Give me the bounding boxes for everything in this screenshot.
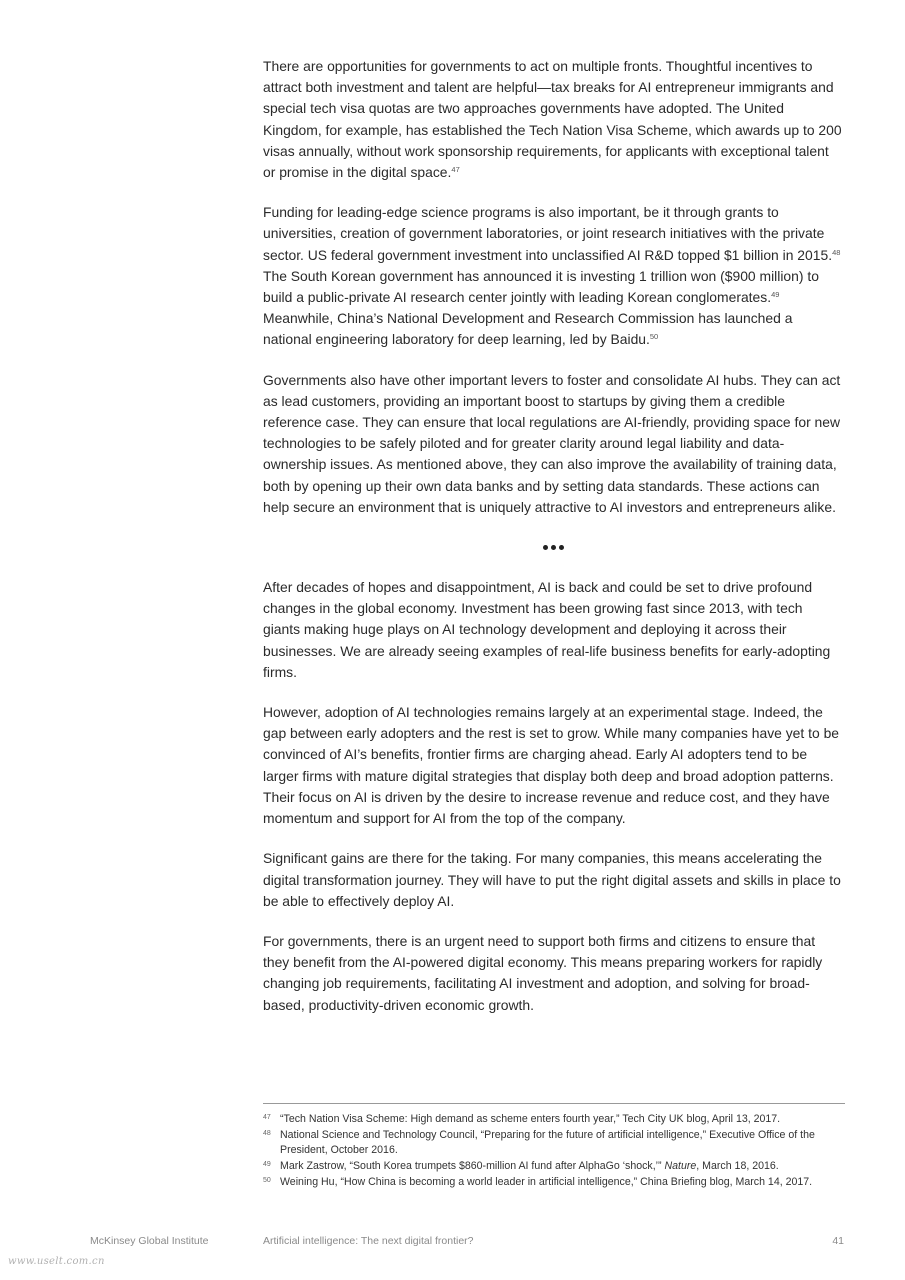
journal-name: Nature — [664, 1160, 697, 1173]
watermark: www.uselt.com.cn — [8, 1256, 105, 1267]
footnote-text: “Tech Nation Visa Scheme: High demand as scheme enters fourth year,” Tech City UK blog, April 13, 2017. — [280, 1113, 781, 1125]
footnote-number: 50 — [263, 1177, 271, 1185]
footnote-number: 47 — [263, 1114, 271, 1121]
footer-report-title: Artificial intelligence: The next digital frontier? — [263, 1235, 474, 1247]
footer-publisher: McKinsey Global Institute — [90, 1235, 209, 1247]
footnote-ref-48[interactable]: 48 — [832, 247, 841, 257]
footnote-number: 49 — [263, 1161, 271, 1169]
footnote-49 — [263, 1159, 845, 1174]
footnote-ref-50[interactable]: 50 — [649, 332, 659, 342]
footnotes — [263, 1112, 845, 1191]
footnote-divider — [263, 1103, 845, 1104]
page-number: 41 — [832, 1235, 844, 1247]
paragraph-conclusion-adoption: However, adoption of AI technologies remains largely at an experimental stage. Indeed, the gap between early adopters and the rest is set to grow. While many companies have yet to be convinced of AI’s benefits, frontier firms are charging ahead. Early AI adopters tend to be larger firms with mature digital strategies that display both deep and broad adoption patterns. Their focus on AI is driven by the desire to increase revenue and reduce cost, and they have momentum and support for AI from the top of the company. — [263, 704, 840, 827]
footnote-ref-47[interactable]: 47 — [451, 165, 460, 175]
footnote-50 — [263, 1175, 845, 1190]
footnote-number: 48 — [263, 1129, 271, 1137]
footnote-text: Mark Zastrow, “South Korea trumpets $860-million AI fund after AlphaGo ‘shock,’” Nature, March 18, 2016. — [280, 1160, 779, 1173]
paragraph-government-incentives: There are opportunities for governments to act on multiple fronts. Thoughtful incentives to attract both investment and talent are helpful—tax breaks for AI entrepreneur immigrants and special tech visa quotas are two approaches governments have adopted. The United Kingdom, for example, has established the Tech Nation Visa Scheme, which awards up to 200 visas annually, without work sponsorship requirements, for applicants with exceptional talent or promise in the digital space.$^{47}$ — [263, 58, 842, 181]
paragraph-conclusion-gains: Significant gains are there for the taking. For many companies, this means accelerating the digital transformation journey. They will have to put the right digital assets and skills in place to be able to effectively deploy AI. — [263, 850, 841, 909]
body-content — [263, 56, 843, 1035]
footnote-text: National Science and Technology Council, “Preparing for the future of artificial intelligence,” Executive Office of the President, October 2016. — [280, 1128, 815, 1157]
paragraph-other-levers: Governments also have other important levers to foster and consolidate AI hubs. They can act as lead customers, providing an important boost to startups by giving them a credible reference case. They can ensure that local regulations are AI-friendly, providing space for new technologies to be safely piloted and for greater clarity around legal liability and data-ownership issues. As mentioned above, they can also improve the availability of training data, both by opening up their own data banks and by setting data standards. These actions can help secure an environment that is uniquely attractive to AI investors and entrepreneurs alike. — [263, 371, 841, 515]
footnote-47 — [263, 1112, 845, 1127]
footnote-text: Weining Hu, “How China is becoming a world leader in artificial intelligence,” China Briefing blog, March 14, 2017. — [280, 1176, 813, 1189]
section-divider-dots — [263, 537, 843, 555]
paragraph-conclusion-governments: For governments, there is an urgent need to support both firms and citizens to ensure that they benefit from the AI-powered digital economy. This means preparing workers for rapidly changing job requirements, facilitating AI investment and adoption, and solving for broad-based, productivity-driven economic growth. — [263, 932, 823, 1013]
footnote-ref-49[interactable]: 49 — [771, 290, 780, 300]
footnote-48 — [263, 1128, 845, 1159]
paragraph-science-funding: Funding for leading-edge science programs is also important, be it through grants to universities, creation of government laboratories, or joint research initiatives with the private sector. US federal government investment into unclassified AI R&D topped $1 billion in 2015.48 The South Korean government has announced it is investing 1 trillion won ($900 million) to build a public-private AI research center jointly with leading Korean conglomerates.$^{49}$ Meanwhile, China’s National Development and Research Commission has launched a national engineering laboratory for deep learning, led by Baidu.$^{50}$ — [263, 204, 841, 348]
paragraph-conclusion-ai-back: After decades of hopes and disappointment, AI is back and could be set to drive profound changes in the global economy. Investment has been growing fast since 2013, with tech giants making huge plays on AI technology development and deploying it across their businesses. We are already seeing examples of real-life business benefits for early-adopting firms. — [263, 579, 831, 680]
